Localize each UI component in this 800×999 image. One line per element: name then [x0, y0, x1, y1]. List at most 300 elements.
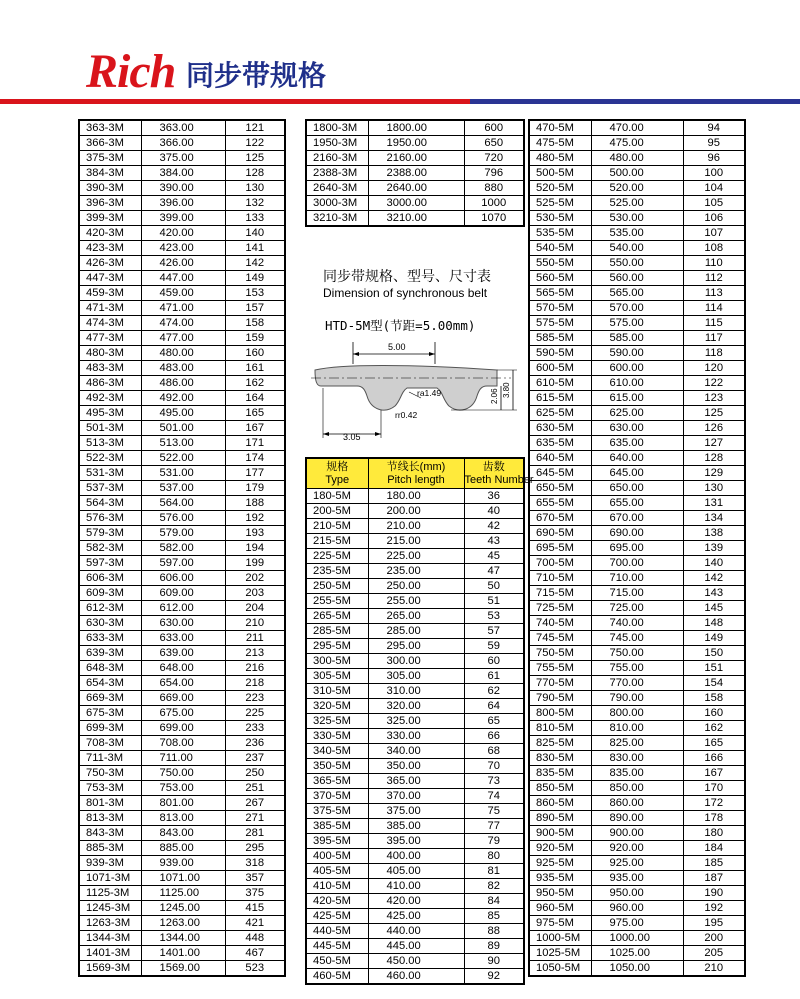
cell-type: 210-5M [306, 519, 368, 534]
header-blue-bar [470, 99, 800, 104]
table-row [306, 729, 524, 744]
cell-type: 790-5M [529, 691, 591, 706]
cell-type: 330-5M [306, 729, 368, 744]
dim-h2-label: 3.80 [502, 382, 511, 398]
cell-type: 215-5M [306, 534, 368, 549]
cell-type: 695-5M [529, 541, 591, 556]
cell-type: 1800-3M [306, 120, 368, 136]
cell-type: 850-5M [529, 781, 591, 796]
table-row [529, 751, 745, 766]
cell-teeth-number: 128 [225, 166, 285, 181]
cell-teeth-number: 188 [225, 496, 285, 511]
cell-pitch-length: 633.00 [141, 631, 225, 646]
cell-teeth-number: 74 [464, 789, 524, 804]
cell-pitch-length: 670.00 [591, 511, 683, 526]
cell-type: 606-3M [79, 571, 141, 586]
cell-type: 585-5M [529, 331, 591, 346]
table-row [529, 931, 745, 946]
table-row [529, 211, 745, 226]
cell-type: 459-3M [79, 286, 141, 301]
header-teeth: 齿数 Teeth Number [464, 458, 524, 489]
cell-teeth-number: 121 [225, 120, 285, 136]
cell-type: 340-5M [306, 744, 368, 759]
cell-teeth-number: 1000 [464, 196, 524, 211]
cell-pitch-length: 365.00 [368, 774, 464, 789]
cell-teeth-number: 130 [225, 181, 285, 196]
cell-type: 890-5M [529, 811, 591, 826]
cell-pitch-length: 385.00 [368, 819, 464, 834]
cell-teeth-number: 89 [464, 939, 524, 954]
cell-teeth-number: 43 [464, 534, 524, 549]
table-row [306, 744, 524, 759]
table-row [529, 541, 745, 556]
table-row [79, 541, 285, 556]
cell-type: 395-5M [306, 834, 368, 849]
dim-h1-label: 2.06 [490, 388, 499, 404]
cell-type: 500-5M [529, 166, 591, 181]
table-row [529, 646, 745, 661]
cell-teeth-number: 158 [225, 316, 285, 331]
cell-pitch-length: 1401.00 [141, 946, 225, 961]
cell-type: 535-5M [529, 226, 591, 241]
table-row [79, 166, 285, 181]
table-row [79, 586, 285, 601]
cell-pitch-length: 375.00 [368, 804, 464, 819]
cell-teeth-number: 59 [464, 639, 524, 654]
table-row [79, 451, 285, 466]
spec-table-col1 [78, 119, 286, 977]
cell-pitch-length: 1025.00 [591, 946, 683, 961]
cell-type: 537-3M [79, 481, 141, 496]
cell-pitch-length: 575.00 [591, 316, 683, 331]
table-row [79, 301, 285, 316]
cell-teeth-number: 200 [683, 931, 745, 946]
table-row [306, 849, 524, 864]
cell-teeth-number: 250 [225, 766, 285, 781]
cell-teeth-number: 421 [225, 916, 285, 931]
cell-type: 235-5M [306, 564, 368, 579]
cell-type: 750-3M [79, 766, 141, 781]
cell-pitch-length: 800.00 [591, 706, 683, 721]
cell-pitch-length: 426.00 [141, 256, 225, 271]
belt-drawing [301, 254, 527, 454]
table-row [306, 166, 524, 181]
table-row [306, 654, 524, 669]
cell-type: 801-3M [79, 796, 141, 811]
cell-pitch-length: 363.00 [141, 120, 225, 136]
table-row [306, 774, 524, 789]
cell-pitch-length: 640.00 [591, 451, 683, 466]
cell-teeth-number: 114 [683, 301, 745, 316]
cell-teeth-number: 523 [225, 961, 285, 977]
cell-teeth-number: 205 [683, 946, 745, 961]
cell-pitch-length: 295.00 [368, 639, 464, 654]
cell-type: 770-5M [529, 676, 591, 691]
cell-pitch-length: 579.00 [141, 526, 225, 541]
cell-teeth-number: 357 [225, 871, 285, 886]
cell-type: 475-5M [529, 136, 591, 151]
cell-type: 590-5M [529, 346, 591, 361]
cell-type: 1569-3M [79, 961, 141, 977]
cell-type: 470-5M [529, 120, 591, 136]
cell-pitch-length: 920.00 [591, 841, 683, 856]
cell-type: 486-3M [79, 376, 141, 391]
table-row [79, 556, 285, 571]
cell-teeth-number: 187 [683, 871, 745, 886]
table-row [529, 451, 745, 466]
cell-teeth-number: 142 [225, 256, 285, 271]
table-row [79, 691, 285, 706]
cell-teeth-number: 1070 [464, 211, 524, 227]
cell-type: 669-3M [79, 691, 141, 706]
cell-type: 531-3M [79, 466, 141, 481]
table-row [306, 504, 524, 519]
cell-teeth-number: 600 [464, 120, 524, 136]
cell-pitch-length: 740.00 [591, 616, 683, 631]
cell-teeth-number: 92 [464, 969, 524, 985]
cell-type: 285-5M [306, 624, 368, 639]
table-row [306, 684, 524, 699]
cell-teeth-number: 77 [464, 819, 524, 834]
cell-pitch-length: 537.00 [141, 481, 225, 496]
cell-teeth-number: 50 [464, 579, 524, 594]
cell-type: 740-5M [529, 616, 591, 631]
cell-type: 935-5M [529, 871, 591, 886]
cell-teeth-number: 202 [225, 571, 285, 586]
cell-teeth-number: 170 [683, 781, 745, 796]
cell-pitch-length: 790.00 [591, 691, 683, 706]
cell-teeth-number: 139 [683, 541, 745, 556]
cell-teeth-number: 40 [464, 504, 524, 519]
table-row [306, 624, 524, 639]
cell-pitch-length: 370.00 [368, 789, 464, 804]
cell-pitch-length: 711.00 [141, 751, 225, 766]
cell-type: 609-3M [79, 586, 141, 601]
cell-teeth-number: 143 [683, 586, 745, 601]
table-row [529, 901, 745, 916]
cell-type: 670-5M [529, 511, 591, 526]
cell-type: 575-5M [529, 316, 591, 331]
cell-type: 939-3M [79, 856, 141, 871]
cell-pitch-length: 745.00 [591, 631, 683, 646]
table-row [529, 436, 745, 451]
table-row [529, 676, 745, 691]
table-row [306, 834, 524, 849]
page-header [0, 0, 800, 104]
cell-type: 612-3M [79, 601, 141, 616]
cell-type: 655-5M [529, 496, 591, 511]
cell-pitch-length: 396.00 [141, 196, 225, 211]
cell-pitch-length: 885.00 [141, 841, 225, 856]
cell-teeth-number: 62 [464, 684, 524, 699]
cell-teeth-number: 68 [464, 744, 524, 759]
cell-pitch-length: 550.00 [591, 256, 683, 271]
table-row [529, 271, 745, 286]
cell-teeth-number: 192 [225, 511, 285, 526]
cell-teeth-number: 166 [683, 751, 745, 766]
cell-pitch-length: 210.00 [368, 519, 464, 534]
table-row [306, 211, 524, 227]
cell-pitch-length: 305.00 [368, 669, 464, 684]
table-row [529, 391, 745, 406]
cell-type: 800-5M [529, 706, 591, 721]
cell-pitch-length: 585.00 [591, 331, 683, 346]
table-row [529, 361, 745, 376]
cell-pitch-length: 609.00 [141, 586, 225, 601]
cell-type: 639-3M [79, 646, 141, 661]
cell-pitch-length: 540.00 [591, 241, 683, 256]
cell-pitch-length: 2160.00 [368, 151, 464, 166]
cell-pitch-length: 1569.00 [141, 961, 225, 977]
cell-type: 375-5M [306, 804, 368, 819]
spec-table-col2-bottom [305, 457, 534, 985]
cell-pitch-length: 639.00 [141, 646, 225, 661]
cell-pitch-length: 708.00 [141, 736, 225, 751]
cell-teeth-number: 295 [225, 841, 285, 856]
cell-pitch-length: 810.00 [591, 721, 683, 736]
dim-rr-label: rr0.42 [395, 410, 418, 420]
cell-pitch-length: 630.00 [591, 421, 683, 436]
cell-teeth-number: 125 [225, 151, 285, 166]
cell-type: 420-5M [306, 894, 368, 909]
cell-pitch-length: 520.00 [591, 181, 683, 196]
cell-pitch-length: 375.00 [141, 151, 225, 166]
table-row [306, 939, 524, 954]
cell-pitch-length: 560.00 [591, 271, 683, 286]
cell-pitch-length: 1800.00 [368, 120, 464, 136]
cell-teeth-number: 154 [683, 676, 745, 691]
table-row [79, 346, 285, 361]
cell-pitch-length: 1245.00 [141, 901, 225, 916]
cell-pitch-length: 1050.00 [591, 961, 683, 977]
table-row [306, 759, 524, 774]
cell-teeth-number: 210 [225, 616, 285, 631]
table-row [306, 819, 524, 834]
cell-type: 410-5M [306, 879, 368, 894]
table-row [306, 136, 524, 151]
cell-pitch-length: 699.00 [141, 721, 225, 736]
cell-teeth-number: 129 [683, 466, 745, 481]
cell-pitch-length: 530.00 [591, 211, 683, 226]
cell-pitch-length: 630.00 [141, 616, 225, 631]
header-type: 规格 Type [306, 458, 368, 489]
cell-type: 423-3M [79, 241, 141, 256]
table-row [79, 661, 285, 676]
cell-teeth-number: 64 [464, 699, 524, 714]
cell-teeth-number: 192 [683, 901, 745, 916]
cell-type: 635-5M [529, 436, 591, 451]
cell-pitch-length: 700.00 [591, 556, 683, 571]
cell-type: 1344-3M [79, 931, 141, 946]
cell-teeth-number: 448 [225, 931, 285, 946]
dim-pitch-label: 5.00 [388, 342, 406, 352]
cell-type: 813-3M [79, 811, 141, 826]
spec-table-col3 [528, 119, 746, 977]
cell-type: 530-5M [529, 211, 591, 226]
drawing-title-cn: 同步带规格、型号、尺寸表 [323, 269, 491, 285]
cell-pitch-length: 710.00 [591, 571, 683, 586]
cell-pitch-length: 675.00 [141, 706, 225, 721]
cell-teeth-number: 267 [225, 796, 285, 811]
cell-pitch-length: 570.00 [591, 301, 683, 316]
cell-teeth-number: 415 [225, 901, 285, 916]
cell-type: 690-5M [529, 526, 591, 541]
cell-teeth-number: 271 [225, 811, 285, 826]
cell-teeth-number: 149 [683, 631, 745, 646]
table-row [79, 571, 285, 586]
table-row [79, 436, 285, 451]
cell-teeth-number: 180 [683, 826, 745, 841]
cell-type: 180-5M [306, 489, 368, 504]
drawing-title-en: Dimension of synchronous belt [323, 286, 488, 300]
cell-teeth-number: 104 [683, 181, 745, 196]
cell-teeth-number: 80 [464, 849, 524, 864]
table-row [79, 871, 285, 886]
cell-pitch-length: 565.00 [591, 286, 683, 301]
cell-teeth-number: 467 [225, 946, 285, 961]
cell-pitch-length: 690.00 [591, 526, 683, 541]
cell-type: 405-5M [306, 864, 368, 879]
table-row [529, 691, 745, 706]
cell-teeth-number: 199 [225, 556, 285, 571]
cell-type: 363-3M [79, 120, 141, 136]
cell-type: 420-3M [79, 226, 141, 241]
cell-teeth-number: 161 [225, 361, 285, 376]
table-row [306, 181, 524, 196]
cell-type: 310-5M [306, 684, 368, 699]
table-row [79, 601, 285, 616]
cell-pitch-length: 531.00 [141, 466, 225, 481]
cell-pitch-length: 300.00 [368, 654, 464, 669]
cell-type: 525-5M [529, 196, 591, 211]
cell-teeth-number: 51 [464, 594, 524, 609]
cell-pitch-length: 320.00 [368, 699, 464, 714]
cell-teeth-number: 47 [464, 564, 524, 579]
cell-teeth-number: 105 [683, 196, 745, 211]
belt-spec: HTD-5M型(节距=5.00mm) [325, 318, 476, 333]
cell-teeth-number: 141 [225, 241, 285, 256]
table-row [529, 301, 745, 316]
cell-pitch-length: 405.00 [368, 864, 464, 879]
cell-type: 843-3M [79, 826, 141, 841]
cell-teeth-number: 225 [225, 706, 285, 721]
header-red-bar [0, 99, 470, 104]
cell-teeth-number: 123 [683, 391, 745, 406]
cell-pitch-length: 447.00 [141, 271, 225, 286]
cell-type: 520-5M [529, 181, 591, 196]
cell-type: 1071-3M [79, 871, 141, 886]
table-row [79, 256, 285, 271]
cell-type: 640-5M [529, 451, 591, 466]
cell-teeth-number: 167 [683, 766, 745, 781]
table-row [529, 466, 745, 481]
cell-pitch-length: 960.00 [591, 901, 683, 916]
cell-pitch-length: 3000.00 [368, 196, 464, 211]
table-row [306, 879, 524, 894]
table-row [79, 931, 285, 946]
cell-pitch-length: 654.00 [141, 676, 225, 691]
cell-teeth-number: 251 [225, 781, 285, 796]
cell-pitch-length: 250.00 [368, 579, 464, 594]
cell-teeth-number: 85 [464, 909, 524, 924]
cell-teeth-number: 128 [683, 451, 745, 466]
cell-pitch-length: 420.00 [368, 894, 464, 909]
cell-pitch-length: 1000.00 [591, 931, 683, 946]
cell-type: 370-5M [306, 789, 368, 804]
cell-pitch-length: 330.00 [368, 729, 464, 744]
cell-teeth-number: 36 [464, 489, 524, 504]
cell-pitch-length: 474.00 [141, 316, 225, 331]
table-row [529, 766, 745, 781]
cell-type: 860-5M [529, 796, 591, 811]
cell-teeth-number: 60 [464, 654, 524, 669]
cell-teeth-number: 140 [225, 226, 285, 241]
cell-teeth-number: 81 [464, 864, 524, 879]
cell-pitch-length: 2640.00 [368, 181, 464, 196]
cell-type: 375-3M [79, 151, 141, 166]
cell-pitch-length: 843.00 [141, 826, 225, 841]
cell-pitch-length: 310.00 [368, 684, 464, 699]
cell-type: 225-5M [306, 549, 368, 564]
cell-teeth-number: 162 [225, 376, 285, 391]
cell-teeth-number: 108 [683, 241, 745, 256]
cell-type: 600-5M [529, 361, 591, 376]
cell-teeth-number: 110 [683, 256, 745, 271]
cell-type: 385-5M [306, 819, 368, 834]
table-row [306, 534, 524, 549]
table-row [529, 526, 745, 541]
cell-teeth-number: 190 [683, 886, 745, 901]
table-row [79, 631, 285, 646]
table-row [529, 961, 745, 977]
cell-teeth-number: 216 [225, 661, 285, 676]
cell-teeth-number: 75 [464, 804, 524, 819]
cell-teeth-number: 195 [683, 916, 745, 931]
cell-type: 950-5M [529, 886, 591, 901]
cell-pitch-length: 860.00 [591, 796, 683, 811]
cell-type: 350-5M [306, 759, 368, 774]
table-row [529, 661, 745, 676]
cell-type: 630-5M [529, 421, 591, 436]
cell-pitch-length: 645.00 [591, 466, 683, 481]
cell-teeth-number: 127 [683, 436, 745, 451]
cell-teeth-number: 148 [683, 616, 745, 631]
cell-pitch-length: 420.00 [141, 226, 225, 241]
cell-type: 753-3M [79, 781, 141, 796]
cell-pitch-length: 215.00 [368, 534, 464, 549]
cell-type: 445-5M [306, 939, 368, 954]
cell-teeth-number: 134 [683, 511, 745, 526]
cell-type: 650-5M [529, 481, 591, 496]
table-row [79, 841, 285, 856]
table-row [529, 406, 745, 421]
table-row [79, 796, 285, 811]
cell-type: 399-3M [79, 211, 141, 226]
table-row [306, 969, 524, 985]
cell-type: 390-3M [79, 181, 141, 196]
cell-teeth-number: 650 [464, 136, 524, 151]
cell-type: 750-5M [529, 646, 591, 661]
rich-logo: Rich [86, 45, 176, 98]
table-row [529, 856, 745, 871]
cell-pitch-length: 590.00 [591, 346, 683, 361]
cell-teeth-number: 130 [683, 481, 745, 496]
table-row [79, 286, 285, 301]
cell-pitch-length: 925.00 [591, 856, 683, 871]
cell-teeth-number: 880 [464, 181, 524, 196]
cell-teeth-number: 193 [225, 526, 285, 541]
cell-pitch-length: 939.00 [141, 856, 225, 871]
